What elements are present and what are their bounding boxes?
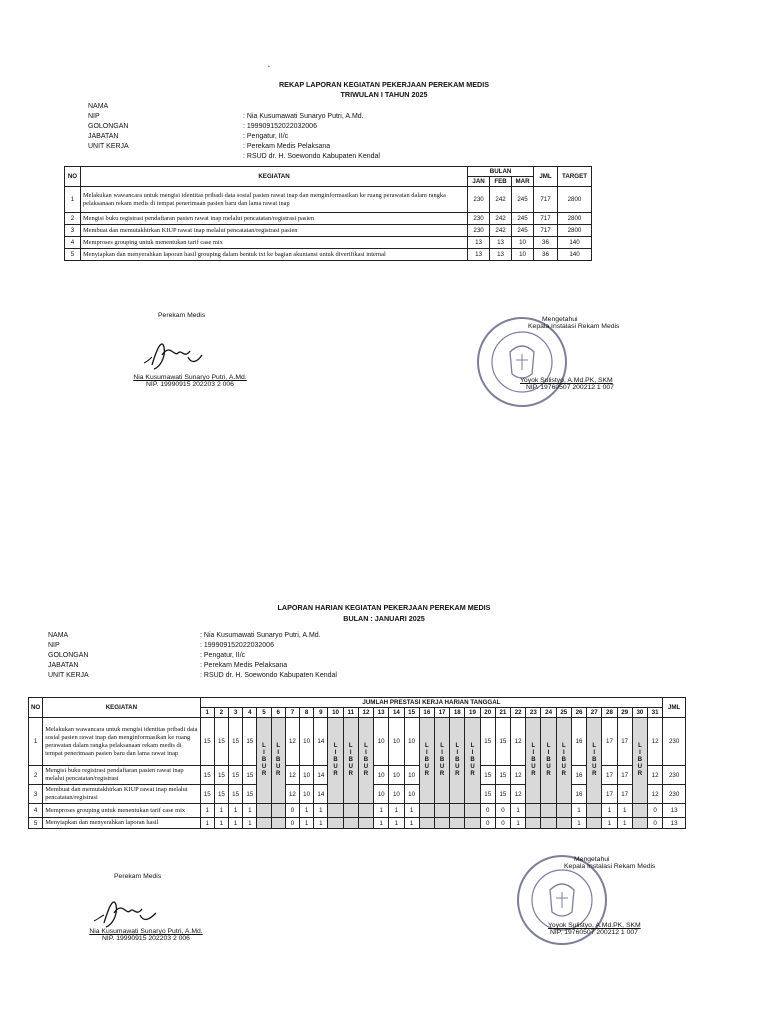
col-mar: MAR: [512, 177, 534, 187]
col-day-16: 16: [419, 708, 434, 718]
cell-jan: 13: [468, 249, 490, 261]
cell-holiday-empty: [450, 804, 465, 818]
cell-day: 10: [389, 785, 404, 804]
doc2-signature-left: Perekam Medis: [114, 873, 162, 880]
cell-holiday: [343, 718, 358, 804]
cell-feb: 242: [490, 213, 512, 225]
cell-holiday-empty: [328, 818, 343, 829]
cell-day: 1: [511, 804, 526, 818]
doc2-daily-table: [28, 697, 686, 829]
cell-target: 2800: [557, 225, 591, 237]
cell-day: 1: [200, 818, 214, 829]
cell-day: 1: [229, 818, 243, 829]
cell-jml: 36: [534, 237, 558, 249]
cell-day: 10: [404, 766, 419, 785]
table-row: [65, 249, 592, 261]
cell-kegiatan: Mengisi buku registrasi pendaftaran pasien rawat inap melalui pencatatan/registrasi: [43, 766, 200, 785]
cell-day: 0: [648, 818, 663, 829]
cell-jan: 230: [468, 225, 490, 237]
cell-day: 1: [571, 804, 586, 818]
cell-holiday-empty: [526, 804, 541, 818]
cell-day: 15: [214, 718, 228, 766]
col-day-28: 28: [602, 708, 617, 718]
cell-day: 10: [374, 766, 389, 785]
cell-day: 10: [300, 718, 314, 766]
cell-day: 10: [404, 785, 419, 804]
cell-holiday: [358, 718, 373, 804]
doc2-title: LAPORAN HARIAN KEGIATAN PEKERJAAN PEREKAM MEDIS: [277, 603, 491, 612]
cell-day: 0: [285, 818, 299, 829]
cell-holiday-empty: [556, 804, 571, 818]
cell-holiday: [450, 718, 465, 804]
cell-jan: 13: [468, 237, 490, 249]
holiday-label: L I B U R: [439, 743, 445, 777]
cell-holiday-empty: [358, 818, 373, 829]
cell-day: 1: [389, 818, 404, 829]
cell-holiday-empty: [271, 804, 285, 818]
doc1-signature-left-name: Nia Kusumawati Sunaryo Putri, A.Md. NIP. 19990915 202203 2 006: [133, 374, 247, 388]
cell-day: 15: [480, 785, 495, 804]
cell-day: 10: [404, 718, 419, 766]
cell-day: 10: [389, 766, 404, 785]
col-day-2: 2: [214, 708, 228, 718]
doc1-title: REKAP LAPORAN KEGIATAN PEKERJAAN PEREKAM MEDIS: [278, 80, 490, 89]
cell-no: 4: [65, 237, 81, 249]
cell-day: 17: [617, 766, 632, 785]
cell-day: 17: [602, 718, 617, 766]
table-row: [65, 213, 592, 225]
cell-day: 0: [495, 818, 510, 829]
cell-target: 140: [557, 249, 591, 261]
table-row: [29, 804, 686, 818]
cell-day: 12: [511, 766, 526, 785]
cell-day: 15: [229, 718, 243, 766]
cell-day: 0: [480, 818, 495, 829]
cell-day: 1: [389, 804, 404, 818]
cell-holiday-empty: [526, 818, 541, 829]
col-day-5: 5: [257, 708, 271, 718]
cell-no: 4: [29, 804, 43, 818]
cell-day: 12: [285, 766, 299, 785]
cell-jml: 717: [534, 225, 558, 237]
cell-kegiatan: Membuat dan memutakhirkan KIUP rawat inap melalui pencatatan/registrasi: [43, 785, 200, 804]
cell-day: 14: [314, 766, 328, 785]
cell-day: 10: [374, 718, 389, 766]
cell-holiday-empty: [556, 818, 571, 829]
cell-day: 17: [602, 766, 617, 785]
doc2-subtitle: BULAN : JANUARI 2025: [343, 614, 425, 623]
cell-day: 15: [229, 766, 243, 785]
cell-day: 12: [648, 785, 663, 804]
cell-day: 14: [314, 718, 328, 766]
cell-kegiatan: Melakukan wawancara untuk mengisi identitas pribadi data sosial pasien rawat inap dan menginformasikan ke ruang perawatan dalam rangka pelaksanaan rekam medis di tempat penerimaan pasien baru dan lama rawat inap: [80, 187, 467, 213]
cell-day: 15: [495, 718, 510, 766]
doc1-identity-block: NAMA NIP : Nia Kusumawati Sunaryo Putri, A.Md. GOLONGAN : 199909152022032006 JABATAN : Pengatur, II/c UNIT KERJA : Perekam Medis Pelaksana : RSUD dr. H. Soewondo Kabupaten Kendal: [88, 103, 380, 160]
cell-day: 0: [495, 804, 510, 818]
cell-holiday-empty: [257, 818, 271, 829]
col-day-24: 24: [541, 708, 556, 718]
col-group-daily: JUMLAH PRESTASI KERJA HARIAN TANGGAL: [200, 698, 663, 708]
col-no: NO: [29, 698, 43, 718]
cell-holiday-empty: [434, 804, 449, 818]
holiday-label: L I B U R: [455, 743, 460, 777]
col-day-6: 6: [271, 708, 285, 718]
cell-day: 16: [571, 785, 586, 804]
cell-holiday: [556, 718, 571, 804]
holiday-label: L I B U R: [470, 743, 475, 777]
cell-holiday: [271, 718, 285, 804]
cell-no: 2: [65, 213, 81, 225]
cell-day: 1: [404, 818, 419, 829]
table-row: [65, 237, 592, 249]
cell-day: 1: [214, 818, 228, 829]
cell-kegiatan: Mengisi buku registrasi pendaftaran pasien rawat inap melalui pencatatan/registrasi pasien: [80, 213, 467, 225]
cell-day: 17: [617, 718, 632, 766]
doc1-subtitle: TRIWULAN I TAHUN 2025: [340, 90, 428, 99]
col-day-23: 23: [526, 708, 541, 718]
cell-day: 1: [602, 818, 617, 829]
table-row: [29, 718, 686, 766]
cell-kegiatan: Menyiapkan dan menyerahkan laporan hasil: [43, 818, 200, 829]
col-jan: JAN: [468, 177, 490, 187]
sig-role: Perekam Medis: [158, 312, 206, 319]
holiday-label: L I B U R: [276, 743, 281, 777]
holiday-label: L I B U R: [592, 743, 597, 777]
cell-holiday-empty: [541, 804, 556, 818]
col-day-3: 3: [229, 708, 243, 718]
cell-day: 1: [214, 804, 228, 818]
doc1-recap-table: [64, 166, 592, 261]
cell-day: 15: [480, 718, 495, 766]
cell-day: 1: [314, 804, 328, 818]
cell-holiday-empty: [450, 818, 465, 829]
cell-jml: 230: [663, 785, 686, 804]
col-target: TARGET: [557, 167, 591, 187]
cell-kegiatan: Memproses grouping untuk menentukan tarif case mix: [80, 237, 467, 249]
cell-day: 1: [243, 804, 257, 818]
handwritten-signature-icon: [90, 893, 170, 933]
cell-jml: 36: [534, 249, 558, 261]
cell-holiday: [257, 718, 271, 804]
cell-no: 1: [65, 187, 81, 213]
cell-jml: 230: [663, 718, 686, 766]
cell-holiday-empty: [328, 804, 343, 818]
cell-no: 5: [65, 249, 81, 261]
cell-target: 140: [557, 237, 591, 249]
col-day-20: 20: [480, 708, 495, 718]
cell-mar: 245: [512, 187, 534, 213]
cell-day: 15: [495, 766, 510, 785]
holiday-label: L I B U R: [637, 743, 643, 777]
cell-day: 1: [300, 818, 314, 829]
col-kegiatan: KEGIATAN: [43, 698, 200, 718]
cell-no: 1: [29, 718, 43, 766]
cell-no: 3: [29, 785, 43, 804]
col-day-19: 19: [465, 708, 480, 718]
cell-day: 15: [200, 718, 214, 766]
cell-holiday-empty: [632, 818, 647, 829]
holiday-label: L I B U R: [424, 743, 430, 777]
cell-day: 12: [285, 785, 299, 804]
cell-day: 15: [480, 766, 495, 785]
cell-holiday: [541, 718, 556, 804]
doc1-signature-right-name: Yoyok Sulistyo, A.Md.PK, SKM NIP. 19760507 200212 1 007: [520, 377, 614, 391]
col-day-15: 15: [404, 708, 419, 718]
cell-jan: 230: [468, 213, 490, 225]
col-bulan: BULAN: [468, 167, 534, 177]
col-day-27: 27: [587, 708, 602, 718]
cell-jml: 230: [663, 766, 686, 785]
cell-day: 1: [602, 804, 617, 818]
col-day-30: 30: [632, 708, 647, 718]
cell-day: 16: [571, 718, 586, 766]
cell-mar: 10: [512, 237, 534, 249]
cell-holiday-empty: [419, 818, 434, 829]
cell-day: 15: [214, 766, 228, 785]
cell-holiday: [587, 718, 602, 804]
cell-holiday-empty: [343, 818, 358, 829]
cell-holiday-empty: [358, 804, 373, 818]
col-day-13: 13: [374, 708, 389, 718]
table-row: [65, 187, 592, 213]
doc2-signature-right: Mengetahui Kepala Instalasi Rekam Medis: [564, 856, 656, 870]
cell-day: 1: [617, 818, 632, 829]
cell-holiday-empty: [257, 804, 271, 818]
col-day-12: 12: [358, 708, 373, 718]
cell-day: 10: [300, 766, 314, 785]
cell-no: 3: [65, 225, 81, 237]
col-day-29: 29: [617, 708, 632, 718]
handwritten-signature-icon: [140, 335, 215, 375]
cell-day: 12: [511, 718, 526, 766]
cell-no: 5: [29, 818, 43, 829]
holiday-label: L I B U R: [561, 743, 566, 777]
cell-day: 0: [480, 804, 495, 818]
cell-jml: 717: [534, 213, 558, 225]
cell-holiday-empty: [587, 804, 602, 818]
doc2-signature-left-name: Nia Kusumawati Sunaryo Putri, A.Md. NIP. 19990915 202203 2 006: [89, 928, 203, 942]
col-day-11: 11: [343, 708, 358, 718]
col-day-31: 31: [648, 708, 663, 718]
cell-jml: 13: [663, 804, 686, 818]
cell-day: 15: [214, 785, 228, 804]
col-day-17: 17: [434, 708, 449, 718]
cell-holiday: [434, 718, 449, 804]
cell-no: 2: [29, 766, 43, 785]
doc1-signature-right: Mengetahui Kepala Instalasi Rekam Medis: [528, 316, 620, 330]
cell-target: 2800: [557, 213, 591, 225]
col-jml: JML: [663, 698, 686, 718]
cell-holiday-empty: [419, 804, 434, 818]
cell-day: 17: [602, 785, 617, 804]
col-jml: JML: [534, 167, 558, 187]
cell-jml: 717: [534, 187, 558, 213]
cell-day: 12: [648, 766, 663, 785]
cell-day: 1: [243, 818, 257, 829]
cell-day: 1: [571, 818, 586, 829]
cell-day: 15: [243, 785, 257, 804]
cell-day: 1: [374, 804, 389, 818]
cell-holiday: [328, 718, 343, 804]
cell-day: 1: [374, 818, 389, 829]
cell-mar: 245: [512, 213, 534, 225]
holiday-label: L I B U R: [546, 743, 551, 777]
holiday-label: L I B U R: [261, 743, 267, 777]
col-day-22: 22: [511, 708, 526, 718]
cell-target: 2800: [557, 187, 591, 213]
cell-day: 15: [200, 766, 214, 785]
cell-day: 14: [314, 785, 328, 804]
cell-day: 1: [511, 818, 526, 829]
cell-day: 10: [300, 785, 314, 804]
doc2-identity-block: NAMA : Nia Kusumawati Sunaryo Putri, A.Md. NIP : 199909152022032006 GOLONGAN : Pengatur, II/c JABATAN : Perekam Medis Pelaksana UNIT KERJA : RSUD dr. H. Soewondo Kabupaten Kendal: [48, 632, 337, 679]
cell-feb: 242: [490, 187, 512, 213]
cell-day: 1: [617, 804, 632, 818]
cell-day: 17: [617, 785, 632, 804]
cell-holiday: [632, 718, 647, 804]
col-day-26: 26: [571, 708, 586, 718]
cell-holiday-empty: [343, 804, 358, 818]
col-day-10: 10: [328, 708, 343, 718]
col-day-8: 8: [300, 708, 314, 718]
col-day-21: 21: [495, 708, 510, 718]
cell-kegiatan: Membuat dan memutakhirkan KIUP rawat inap melalui pencatatan/registrasi pasien: [80, 225, 467, 237]
cell-holiday-empty: [632, 804, 647, 818]
col-feb: FEB: [490, 177, 512, 187]
cell-day: 1: [229, 804, 243, 818]
cell-day: 12: [285, 718, 299, 766]
cell-day: 12: [648, 718, 663, 766]
cell-kegiatan: Memproses grouping untuk menentukan tarif case mix: [43, 804, 200, 818]
col-no: NO: [65, 167, 81, 187]
cell-holiday-empty: [465, 818, 480, 829]
cell-day: 10: [389, 718, 404, 766]
table-row: [65, 225, 592, 237]
col-day-18: 18: [450, 708, 465, 718]
cell-day: 15: [243, 718, 257, 766]
doc2-signature-right-name: Yoyok Sulistyo, A.Md.PK, SKM NIP. 19760507 200212 1 007: [548, 922, 641, 936]
holiday-label: L I B U R: [348, 743, 353, 777]
cell-day: 12: [511, 785, 526, 804]
cell-mar: 245: [512, 225, 534, 237]
cell-day: 1: [200, 804, 214, 818]
col-day-4: 4: [243, 708, 257, 718]
cell-day: 1: [300, 804, 314, 818]
cell-holiday-empty: [271, 818, 285, 829]
cell-day: 0: [285, 804, 299, 818]
cell-jml: 13: [663, 818, 686, 829]
col-day-7: 7: [285, 708, 299, 718]
cell-feb: 13: [490, 237, 512, 249]
cell-feb: 242: [490, 225, 512, 237]
cell-kegiatan: Menyiapkan dan menyerahkan laporan hasil grouping dalam bentuk txt ke bagian akuntansi untuk diverifikasi internal: [80, 249, 467, 261]
cell-day: 1: [404, 804, 419, 818]
cell-day: 15: [243, 766, 257, 785]
cell-holiday: [526, 718, 541, 804]
ink-dot: •: [268, 64, 270, 70]
col-kegiatan: KEGIATAN: [80, 167, 467, 187]
doc1-signature-left: [100, 312, 260, 319]
cell-holiday: [465, 718, 480, 804]
table-row: [29, 818, 686, 829]
cell-feb: 13: [490, 249, 512, 261]
cell-day: 1: [314, 818, 328, 829]
col-day-9: 9: [314, 708, 328, 718]
cell-holiday-empty: [541, 818, 556, 829]
cell-day: 0: [648, 804, 663, 818]
cell-mar: 10: [512, 249, 534, 261]
holiday-label: L I B U R: [363, 743, 369, 777]
col-day-1: 1: [200, 708, 214, 718]
cell-day: 16: [571, 766, 586, 785]
cell-jan: 230: [468, 187, 490, 213]
cell-holiday-empty: [587, 818, 602, 829]
cell-holiday-empty: [465, 804, 480, 818]
cell-day: 15: [200, 785, 214, 804]
cell-kegiatan: Melakukan wawancara untuk mengisi identitas pribadi data sosial pasien rawat inap dan menginformasikan ke ruang perawatan dalam rangka pelaksanaan rekam medis di tempat penerimaan pasien baru dan lama rawat inap: [43, 718, 200, 766]
cell-holiday: [419, 718, 434, 804]
holiday-label: L I B U R: [531, 743, 536, 777]
cell-holiday-empty: [434, 818, 449, 829]
cell-day: 15: [495, 785, 510, 804]
cell-day: 10: [374, 785, 389, 804]
cell-day: 15: [229, 785, 243, 804]
col-day-25: 25: [556, 708, 571, 718]
holiday-label: L I B U R: [333, 743, 338, 777]
col-day-14: 14: [389, 708, 404, 718]
